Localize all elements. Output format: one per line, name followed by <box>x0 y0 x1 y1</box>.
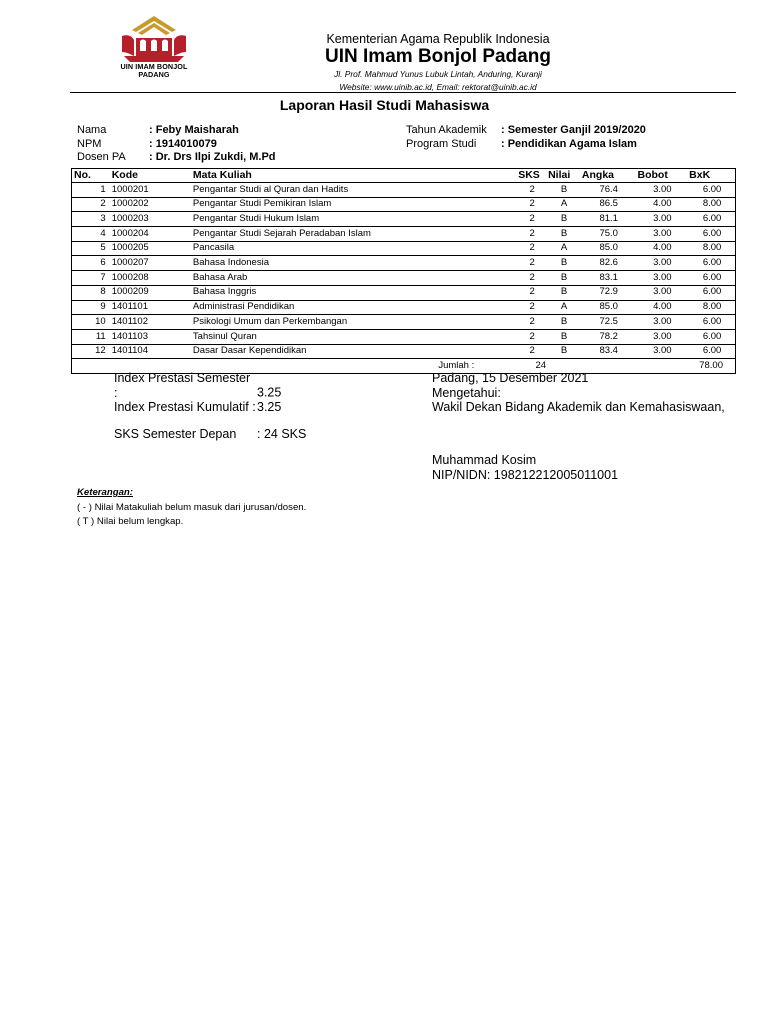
col-header-nilai: Nilai <box>546 169 580 183</box>
cell-kode: 1401102 <box>110 315 191 330</box>
notes-line-2: ( T ) Nilai belum lengkap. <box>77 516 184 527</box>
table-row <box>72 300 736 315</box>
cell-sks: 2 <box>516 344 546 359</box>
student-advisor-label: Dosen PA <box>77 151 126 163</box>
cell-nilai: B <box>546 183 580 198</box>
cell-bxk: 6.00 <box>687 212 735 227</box>
cell-bobot: 4.00 <box>636 197 688 212</box>
academic-year-value: : Semester Ganjil 2019/2020 <box>501 124 646 136</box>
cell-angka: 85.0 <box>580 241 636 256</box>
col-header-kode: Kode <box>110 169 191 183</box>
cell-bxk: 8.00 <box>687 197 735 212</box>
cell-mata-kuliah: Bahasa Inggris <box>191 285 516 300</box>
cell-kode: 1000207 <box>110 256 191 271</box>
cell-sks: 2 <box>516 183 546 198</box>
academic-year-label: Tahun Akademik <box>406 124 487 136</box>
cell-no: 11 <box>72 329 110 344</box>
cell-sks: 2 <box>516 212 546 227</box>
cell-sks: 2 <box>516 285 546 300</box>
cell-mata-kuliah: Tahsinul Quran <box>191 329 516 344</box>
signatory-name: Muhammad Kosim <box>432 453 537 467</box>
table-row <box>72 197 736 212</box>
cell-bxk: 6.00 <box>687 285 735 300</box>
cell-nilai: B <box>546 329 580 344</box>
ipk-row <box>114 400 281 415</box>
notes-line-1: ( - ) Nilai Matakuliah belum masuk dari jurusan/dosen. <box>77 501 307 513</box>
cell-bxk: 6.00 <box>687 329 735 344</box>
cell-bxk: 6.00 <box>687 344 735 359</box>
cell-angka: 76.4 <box>580 183 636 198</box>
cell-bobot: 3.00 <box>636 315 688 330</box>
cell-no: 3 <box>72 212 110 227</box>
notes-section <box>77 486 306 530</box>
student-name-label: Nama <box>77 124 107 136</box>
signatory <box>432 453 618 482</box>
cell-bobot: 3.00 <box>636 212 688 227</box>
cell-no: 2 <box>72 197 110 212</box>
cell-bxk: 6.00 <box>687 256 735 271</box>
cell-nilai: B <box>546 271 580 286</box>
cell-kode: 1000204 <box>110 227 191 242</box>
cell-sks: 2 <box>516 315 546 330</box>
ips-value: 3.25 <box>257 385 282 400</box>
cell-kode: 1401101 <box>110 300 191 315</box>
cell-mata-kuliah: Pengantar Studi Pemikiran Islam <box>191 197 516 212</box>
cell-nilai: B <box>546 227 580 242</box>
cell-sks: 2 <box>516 197 546 212</box>
cell-angka: 72.9 <box>580 285 636 300</box>
col-header-sks: SKS <box>516 169 546 183</box>
grades-table-header <box>72 169 736 183</box>
table-row <box>72 271 736 286</box>
program-row <box>406 138 646 152</box>
next-sks-value: : 24 SKS <box>257 427 307 441</box>
next-sks-label: SKS Semester Depan <box>114 427 237 441</box>
cell-bobot: 4.00 <box>636 241 688 256</box>
student-name-row <box>77 124 276 138</box>
cell-kode: 1000205 <box>110 241 191 256</box>
table-row <box>72 344 736 359</box>
cell-mata-kuliah: Pancasila <box>191 241 516 256</box>
cell-sks: 2 <box>516 271 546 286</box>
program-value: : Pendidikan Agama Islam <box>501 137 637 150</box>
letterhead <box>300 32 576 93</box>
student-advisor-row <box>77 151 276 165</box>
cell-mata-kuliah: Bahasa Arab <box>191 271 516 286</box>
university-address: Jl. Prof. Mahmud Yunus Lubuk Lintah, Anduring, Kuranji <box>334 69 542 79</box>
signature-block <box>432 371 725 415</box>
cell-angka: 83.1 <box>580 271 636 286</box>
ministry-name: Kementerian Agama Republik Indonesia <box>326 32 550 46</box>
table-row <box>72 329 736 344</box>
cell-sks: 2 <box>516 256 546 271</box>
cell-kode: 1000209 <box>110 285 191 300</box>
cell-angka: 81.1 <box>580 212 636 227</box>
student-npm-label: NPM <box>77 137 102 150</box>
cell-no: 9 <box>72 300 110 315</box>
cell-bobot: 4.00 <box>636 300 688 315</box>
ipk-value: 3.25 <box>257 400 282 414</box>
cell-mata-kuliah: Psikologi Umum dan Perkembangan <box>191 315 516 330</box>
cell-nilai: A <box>546 197 580 212</box>
cell-mata-kuliah: Dasar Dasar Kependidikan <box>191 344 516 359</box>
cell-angka: 78.2 <box>580 329 636 344</box>
header-divider <box>70 92 736 93</box>
cell-kode: 1000203 <box>110 212 191 227</box>
logo-caption-line1: UIN IMAM BONJOL <box>120 62 188 71</box>
total-sks: 24 <box>516 359 546 374</box>
table-row <box>72 212 736 227</box>
cell-no: 10 <box>72 315 110 330</box>
signature-position: Wakil Dekan Bidang Akademik dan Kemahasiswaan, <box>432 400 725 414</box>
university-name: UIN Imam Bonjol Padang <box>325 46 551 67</box>
ips-label: Index Prestasi Semester : <box>114 371 251 400</box>
student-npm-value: : 1914010079 <box>149 137 217 150</box>
cell-nilai: B <box>546 256 580 271</box>
cell-angka: 75.0 <box>580 227 636 242</box>
col-header-bobot: Bobot <box>636 169 688 183</box>
ipk-label: Index Prestasi Kumulatif : <box>114 400 256 414</box>
cell-no: 5 <box>72 241 110 256</box>
program-label: Program Studi <box>406 137 477 150</box>
cell-kode: 1401104 <box>110 344 191 359</box>
table-row <box>72 315 736 330</box>
report-title <box>0 97 768 113</box>
cell-bobot: 3.00 <box>636 271 688 286</box>
total-label: Jumlah : <box>72 359 517 374</box>
university-logo-icon <box>118 14 190 66</box>
logo-caption <box>100 63 208 79</box>
table-row <box>72 256 736 271</box>
cell-bobot: 3.00 <box>636 344 688 359</box>
cell-mata-kuliah: Administrasi Pendidikan <box>191 300 516 315</box>
cell-bxk: 6.00 <box>687 183 735 198</box>
col-header-bxk: BxK <box>687 169 735 183</box>
report-title-text: Laporan Hasil Studi Mahasiswa <box>279 97 490 113</box>
university-website: Website: www.uinib.ac.id, Email: rektorat@uinib.ac.id <box>339 82 537 92</box>
cell-no: 7 <box>72 271 110 286</box>
cell-nilai: A <box>546 241 580 256</box>
col-header-no: No. <box>72 169 110 183</box>
cell-mata-kuliah: Pengantar Studi al Quran dan Hadits <box>191 183 516 198</box>
cell-bxk: 6.00 <box>687 227 735 242</box>
cell-nilai: B <box>546 212 580 227</box>
cell-bobot: 3.00 <box>636 285 688 300</box>
cell-no: 1 <box>72 183 110 198</box>
cell-mata-kuliah: Bahasa Indonesia <box>191 256 516 271</box>
cell-kode: 1000201 <box>110 183 191 198</box>
cell-angka: 83.4 <box>580 344 636 359</box>
cell-bxk: 8.00 <box>687 241 735 256</box>
cell-mata-kuliah: Pengantar Studi Sejarah Peradaban Islam <box>191 227 516 242</box>
cell-nilai: B <box>546 315 580 330</box>
cell-bobot: 3.00 <box>636 256 688 271</box>
ips-row <box>114 371 281 400</box>
cell-bxk: 8.00 <box>687 300 735 315</box>
next-sks-row <box>114 427 306 442</box>
grades-table <box>71 168 736 374</box>
cell-angka: 86.5 <box>580 197 636 212</box>
cell-nilai: B <box>546 344 580 359</box>
cell-bxk: 6.00 <box>687 315 735 330</box>
cell-angka: 72.5 <box>580 315 636 330</box>
cell-no: 12 <box>72 344 110 359</box>
student-info-left <box>77 124 276 165</box>
ip-summary <box>114 371 281 415</box>
signature-place-date: Padang, 15 Desember 2021 <box>432 371 589 385</box>
col-header-mata-kuliah: Mata Kuliah <box>191 169 516 183</box>
cell-bobot: 3.00 <box>636 227 688 242</box>
cell-angka: 82.6 <box>580 256 636 271</box>
university-logo <box>118 14 190 66</box>
cell-nilai: A <box>546 300 580 315</box>
cell-bobot: 3.00 <box>636 329 688 344</box>
cell-mata-kuliah: Pengantar Studi Hukum Islam <box>191 212 516 227</box>
table-row <box>72 285 736 300</box>
cell-no: 8 <box>72 285 110 300</box>
col-header-angka: Angka <box>580 169 636 183</box>
academic-year-row <box>406 124 646 138</box>
signatory-nip: NIP/NIDN: 198212212005011001 <box>432 467 619 482</box>
total-bxk: 78.00 <box>687 359 735 374</box>
table-row <box>72 241 736 256</box>
cell-nilai: B <box>546 285 580 300</box>
cell-kode: 1000208 <box>110 271 191 286</box>
student-npm-row <box>77 138 276 152</box>
cell-no: 6 <box>72 256 110 271</box>
table-row <box>72 227 736 242</box>
cell-bxk: 6.00 <box>687 271 735 286</box>
cell-sks: 2 <box>516 300 546 315</box>
cell-bobot: 3.00 <box>636 183 688 198</box>
cell-sks: 2 <box>516 329 546 344</box>
table-row <box>72 183 736 198</box>
signature-acknowledged: Mengetahui: <box>432 385 501 400</box>
student-info-right <box>406 124 646 151</box>
student-advisor-value: : Dr. Drs Ilpi Zukdi, M.Pd <box>149 151 276 163</box>
cell-sks: 2 <box>516 241 546 256</box>
cell-kode: 1401103 <box>110 329 191 344</box>
logo-caption-line2: PADANG <box>138 70 170 79</box>
student-name-value: : Feby Maisharah <box>149 124 239 136</box>
cell-kode: 1000202 <box>110 197 191 212</box>
notes-title: Keterangan: <box>77 487 133 498</box>
cell-sks: 2 <box>516 227 546 242</box>
cell-no: 4 <box>72 227 110 242</box>
cell-angka: 85.0 <box>580 300 636 315</box>
